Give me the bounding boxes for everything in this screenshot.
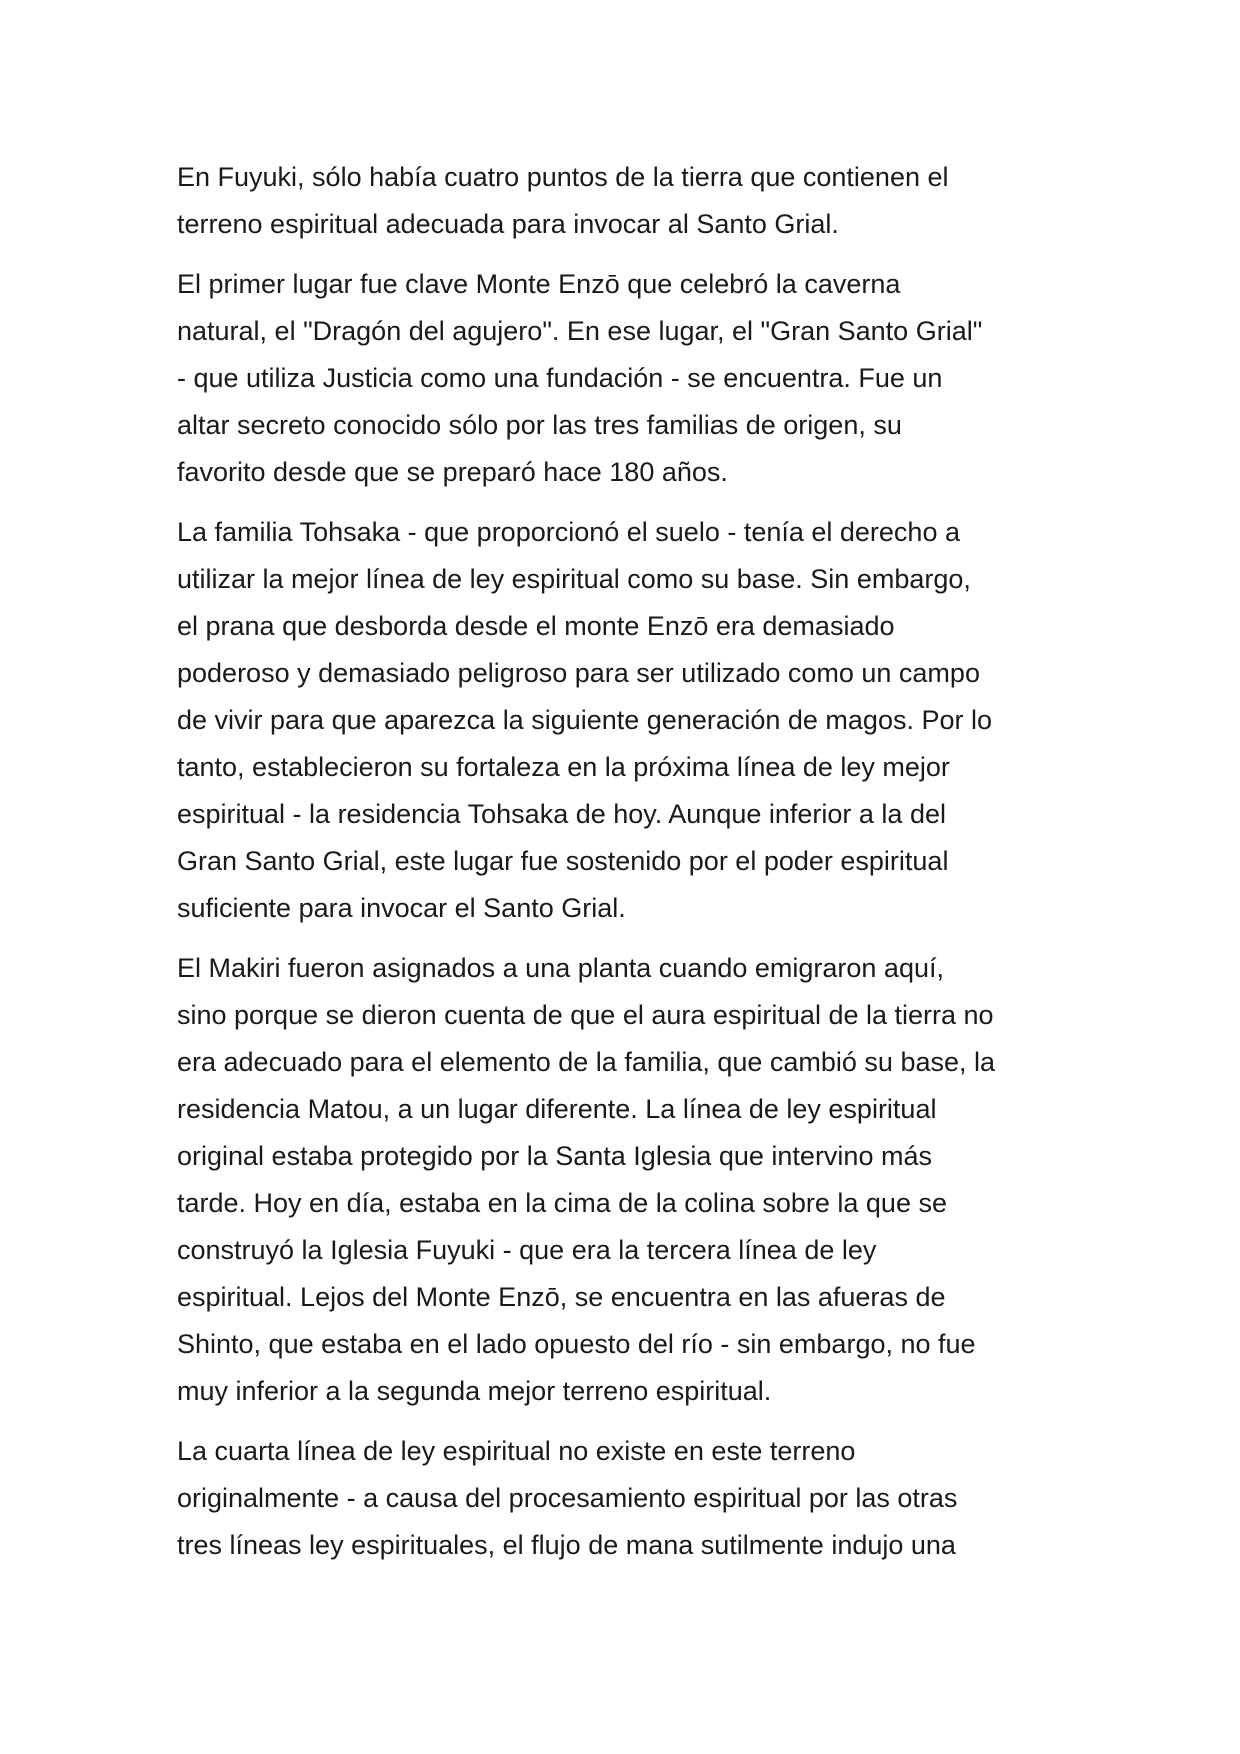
- paragraph-5: La cuarta línea de ley espiritual no existe en este terreno originalmente - a causa del procesamiento espiritual por las otras tres líneas ley espirituales, el flujo de mana sutilmente indujo una: [177, 1436, 958, 1560]
- paragraph-3: La familia Tohsaka - que proporcionó el suelo - tenía el derecho a utilizar la mejor línea de ley espiritual como su base. Sin embargo, el prana que desborda desde el monte Enzō era demasiado poderoso y demasiado peligroso para ser utilizado como un campo de vivir para que aparezca la siguiente generación de magos. Por lo tanto, establecieron su fortaleza en la próxima línea de ley mejor espiritual - la residencia Tohsaka de hoy. Aunque inferior a la del Gran Santo Grial, este lugar fue sostenido por el poder espiritual suficiente para invocar el Santo Grial.: [177, 517, 992, 923]
- paragraph-1: En Fuyuki, sólo había cuatro puntos de la tierra que contienen el terreno espiritual adecuada para invocar al Santo Grial.: [177, 162, 949, 239]
- paragraph-4: El Makiri fueron asignados a una planta cuando emigraron aquí, sino porque se dieron cuenta de que el aura espiritual de la tierra no era adecuado para el elemento de la familia, que cambió su base, la residencia Matou, a un lugar diferente. La línea de ley espiritual original estaba protegido por la Santa Iglesia que intervino más tarde. Hoy en día, estaba en la cima de la colina sobre la que se construyó la Iglesia Fuyuki - que era la tercera línea de ley espiritual. Lejos del Monte Enzō, se encuentra en las afueras de Shinto, que estaba en el lado opuesto del río - sin embargo, no fue muy inferior a la segunda mejor terreno espiritual.: [177, 953, 996, 1406]
- paragraph-2: El primer lugar fue clave Monte Enzō que celebró la caverna natural, el "Dragón del agujero". En ese lugar, el "Gran Santo Grial" - que utiliza Justicia como una fundación - se encuentra. Fue un altar secreto conocido sólo por las tres familias de origen, su favorito desde que se preparó hace 180 años.: [177, 269, 983, 487]
- document-body: [177, 154, 1077, 1582]
